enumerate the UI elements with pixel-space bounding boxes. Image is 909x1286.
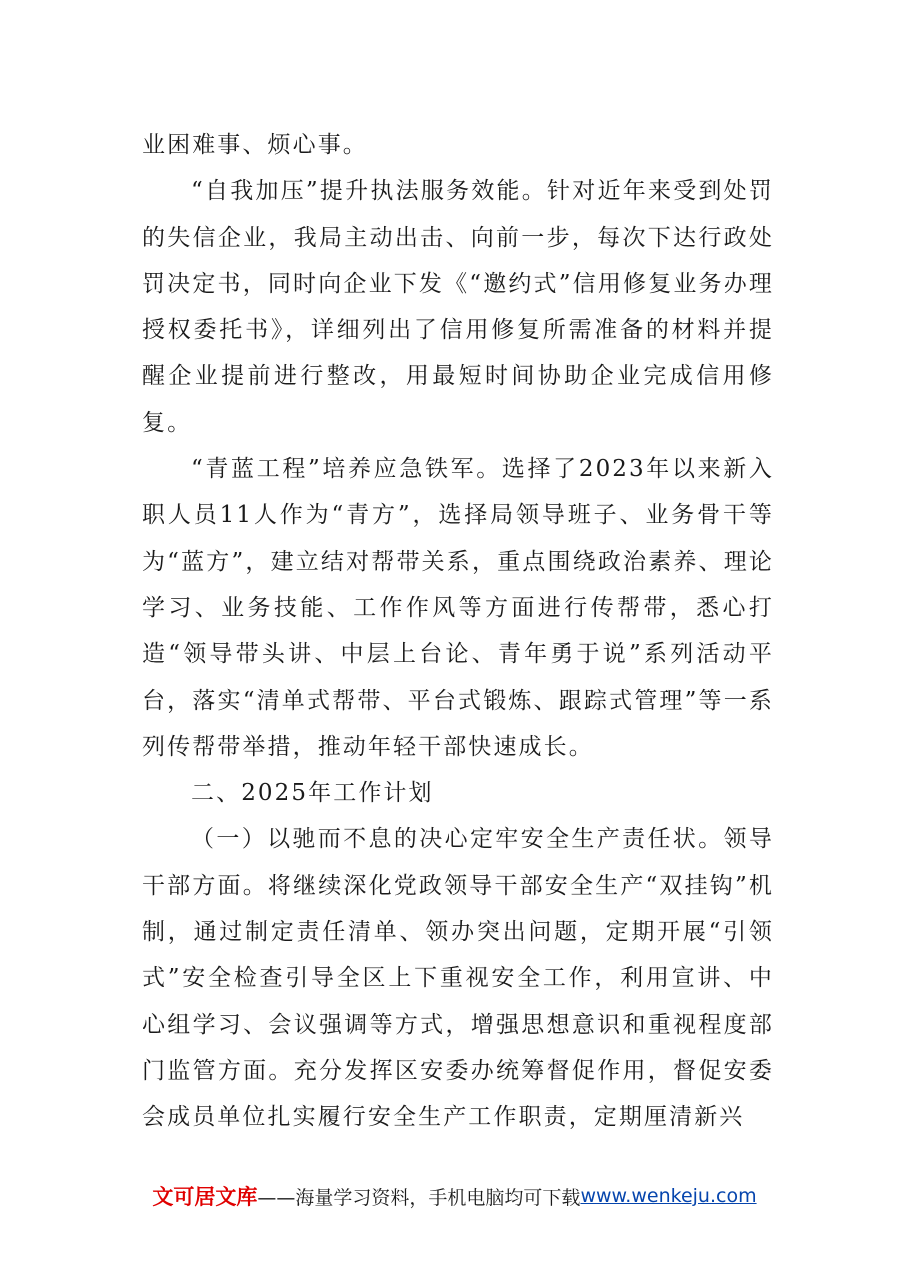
paragraph-qinglan-project: “青蓝工程”培养应急铁军。选择了2023年以来新入职人员11人作为“青方”，选择局领导班子、业务骨干等为“蓝方”，建立结对帮带关系，重点围绕政治素养、理论学习、业务技能、工作作风等方面进行传帮带，悉心打造“领导带头讲、中层上台论、青年勇于说”系列活动平台，落实“清单式帮带、平台式锻炼、跟踪式管理”等一系列传帮带举措，推动年轻干部快速成长。 [142,456,774,760]
section-heading-2025-plan: 二、2025年工作计划 [191,780,434,807]
footer-website-link[interactable]: www.wenkeju.com [580,1185,757,1207]
footer-brand: 文可居文库 [152,1185,258,1209]
footer-slogan: ——海量学习资料，手机电脑均可下载 [257,1186,581,1209]
document-body [142,122,774,1141]
page-footer [0,1178,909,1214]
paragraph-safety-responsibility: （一）以驰而不息的决心定牢安全生产责任状。领导干部方面。将继续深化党政领导干部安全生产“双挂钩”机制，通过制定责任清单、领办突出问题，定期开展“引领式”安全检查引导全区上下重视安全工作，利用宣讲、中心组学习、会议强调等方式，增强思想意识和重视程度部门监管方面。充分发挥区安委办统筹督促作用，督促安委会成员单位扎实履行安全生产工作职责，定期厘清新兴 [142,826,774,1131]
paragraph-continuation: 业困难事、烦心事。 [142,132,368,158]
paragraph-self-pressure: “自我加压”提升执法服务效能。针对近年来受到处罚的失信企业，我局主动出击、向前一步，每次下达行政处罚决定书，同时向企业下发《“邀约式”信用修复业务办理授权委托书》，详细列出了信用修复所需准备的材料并提醒企业提前进行整改，用最短时间协助企业完成信用修复。 [142,178,774,436]
